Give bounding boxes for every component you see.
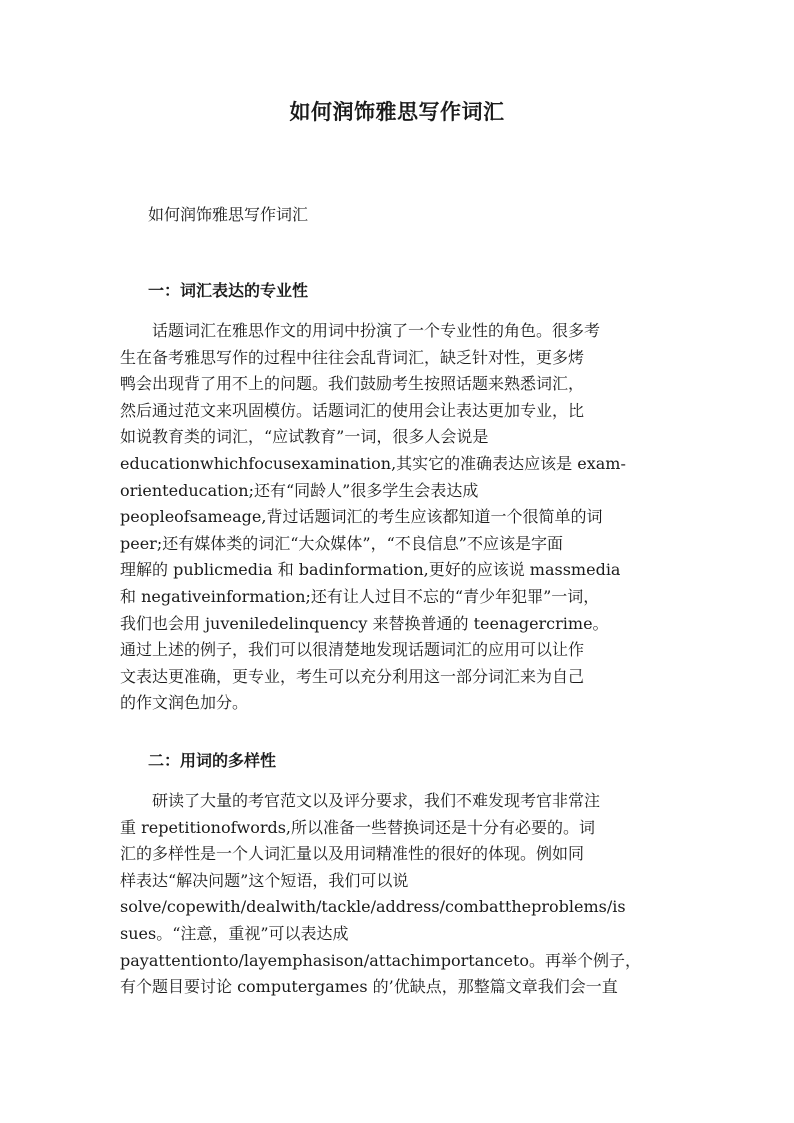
paragraph-line: solve/copewith/dealwith/tackle/address/combattheproblems/is xyxy=(120,897,626,917)
paragraph-line: orienteducation;还有“同龄人”很多学生会表达成 xyxy=(120,480,479,500)
paragraph-line: 我们也会用 juveniledelinquency 来替换普通的 teenagercrime。 xyxy=(120,613,609,633)
section-2-heading: 二：用词的多样性 xyxy=(148,751,277,770)
paragraph-line: 研读了大量的考官范文以及评分要求，我们不难发现考官非常注 xyxy=(120,791,601,810)
section-2-paragraph xyxy=(120,788,680,1001)
paragraph-line: 鸭会出现背了用不上的问题。我们鼓励考生按照话题来熟悉词汇， xyxy=(120,374,585,394)
paragraph-line: sues。“注意，重视”可以表达成 xyxy=(120,923,349,943)
paragraph-line: 有个题目要讨论 computergames 的’优缺点，那整篇文章我们会一直 xyxy=(120,977,618,997)
paragraph-line: 通过上述的例子，我们可以很清楚地发现话题词汇的应用可以让作 xyxy=(120,640,585,660)
paragraph-line: payattentionto/layemphasison/attachimportanceto。再举个例子， xyxy=(120,950,642,970)
section-1-paragraph xyxy=(120,318,680,717)
paragraph-line: 和 negativeinformation;还有让人过目不忘的“青少年犯罪”一词， xyxy=(120,586,600,606)
paragraph-line: 话题词汇在雅思作文的用词中扮演了一个专业性的角色。很多考 xyxy=(120,321,601,340)
paragraph-line: 理解的 publicmedia 和 badinformation,更好的应该说 massmedia xyxy=(120,560,621,580)
paragraph-line: 样表达“解决问题”这个短语，我们可以说 xyxy=(120,870,409,890)
paragraph-line: peopleofsameage,背过话题词汇的考生应该都知道一个很简单的词 xyxy=(120,507,603,527)
paragraph-line: 然后通过范文来巩固模仿。话题词汇的使用会让表达更加专业，比 xyxy=(120,400,585,420)
section-1-heading: 一：词汇表达的专业性 xyxy=(148,281,309,300)
paragraph-line: 如说教育类的词汇，“应试教育”一词，很多人会说是 xyxy=(120,427,489,447)
paragraph-line: 汇的多样性是一个人词汇量以及用词精准性的很好的体现。例如同 xyxy=(120,844,585,864)
paragraph-line: 生在备考雅思写作的过程中往往会乱背词汇，缺乏针对性，更多烤 xyxy=(120,347,585,367)
paragraph-line: educationwhichfocusexamination,其实它的准确表达应该是 exam- xyxy=(120,453,626,473)
paragraph-line: 文表达更准确，更专业，考生可以充分利用这一部分词汇来为自己 xyxy=(120,666,585,686)
document-title: 如何润饰雅思写作词汇 xyxy=(289,99,505,124)
paragraph-line: 的作文润色加分。 xyxy=(120,693,249,713)
paragraph-line: peer;还有媒体类的词汇“大众媒体”，“不良信息”不应该是字面 xyxy=(120,533,563,553)
document-subtitle: 如何润饰雅思写作词汇 xyxy=(148,205,309,224)
paragraph-line: 重 repetitionofwords,所以准备一些替换词还是十分有必要的。词 xyxy=(120,817,596,837)
